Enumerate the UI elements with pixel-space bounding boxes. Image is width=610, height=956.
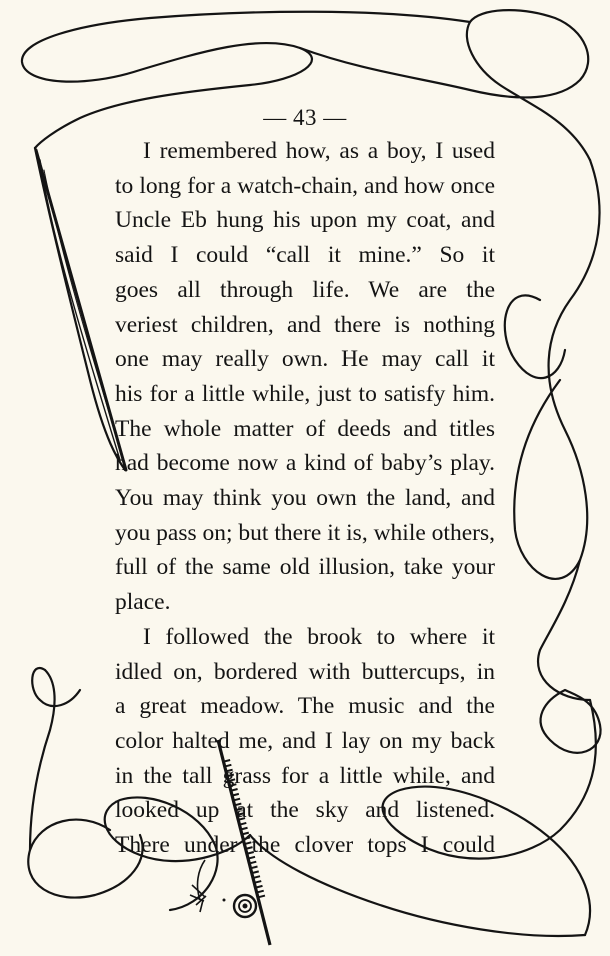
text-line: had become now a kind of baby’s play. (115, 450, 495, 477)
text-line: I followed the brook to where it (143, 623, 495, 650)
text-line: said I could “call it mine.” So it (115, 242, 495, 269)
text-line: goes all through life. We are the (115, 276, 495, 303)
paragraph-2 (115, 620, 495, 863)
text-line: I remembered how, as a boy, I used (143, 138, 495, 164)
page-number: — 43 — (263, 105, 347, 130)
text-line: veriest children, and there is nothing (115, 311, 495, 338)
text-line: a great meadow. The music and the (115, 693, 495, 720)
body-text (115, 134, 495, 863)
paragraph-1 (115, 134, 495, 620)
text-line: full of the same old illusion, take your (115, 554, 495, 581)
fishing-rod-illustration (36, 150, 126, 470)
text-line: one may really own. He may call it (115, 346, 495, 373)
text-line: in the tall grass for a little while, and (115, 762, 495, 789)
text-line: you pass on; but there it is, while others, (115, 519, 495, 546)
text-line: color halted me, and I lay on my back (115, 727, 495, 754)
text-line: looked up at the sky and listened. (115, 797, 495, 824)
text-line: Uncle Eb hung his upon my coat, and (115, 207, 495, 234)
text-line: to long for a watch-chain, and how once (115, 172, 495, 199)
text-line: idled on, bordered with buttercups, in (115, 658, 495, 685)
text-line: There under the clover tops I could (115, 832, 495, 859)
text-line: place. (115, 589, 171, 616)
text-line: his for a little while, just to satisfy him. (115, 380, 495, 407)
text-line: The whole matter of deeds and titles (115, 415, 495, 442)
text-line: You may think you own the land, and (115, 485, 495, 512)
